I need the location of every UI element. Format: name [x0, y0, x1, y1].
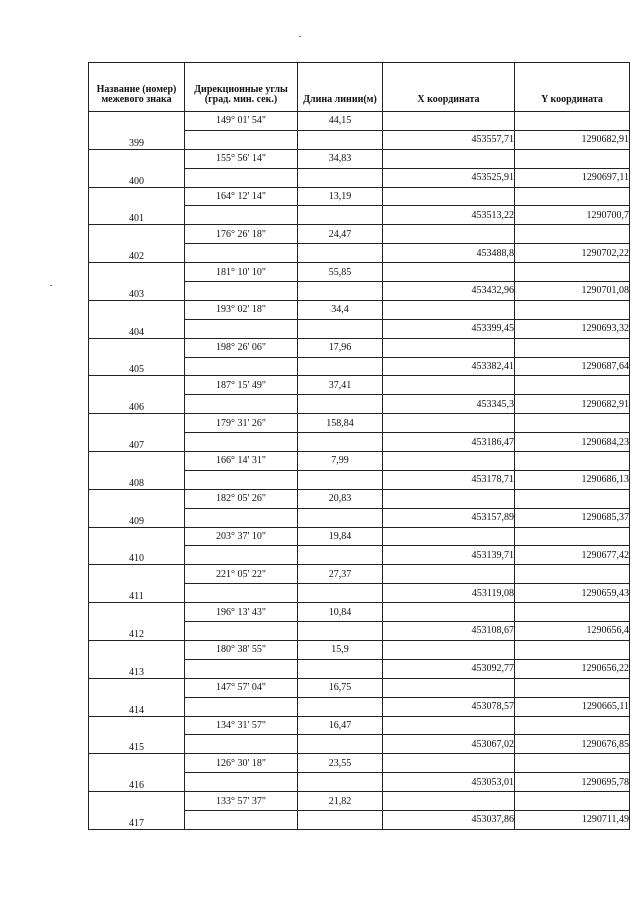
- x-coordinate-cell: [383, 112, 515, 131]
- header-y-coordinate: Y координата: [515, 63, 630, 112]
- marker-row: [89, 622, 630, 641]
- y-coordinate-cell: [515, 452, 630, 471]
- line-length-cell: [298, 697, 383, 716]
- y-coordinate-cell: [515, 225, 630, 244]
- segment-row: [89, 376, 630, 395]
- marker-name-cell: [89, 112, 185, 131]
- marker-name-cell: 407: [89, 433, 185, 452]
- marker-row: [89, 697, 630, 716]
- segment-row: [89, 792, 630, 811]
- marker-name-cell: 402: [89, 244, 185, 263]
- line-length-cell: 16,47: [298, 716, 383, 735]
- marker-name-cell: 417: [89, 810, 185, 829]
- marker-row: [89, 244, 630, 263]
- marker-name-cell: [89, 754, 185, 773]
- x-coordinate-cell: 453432,96: [383, 282, 515, 301]
- y-coordinate-cell: [515, 187, 630, 206]
- marker-name-cell: [89, 489, 185, 508]
- y-coordinate-cell: [515, 338, 630, 357]
- line-length-cell: 16,75: [298, 678, 383, 697]
- boundary-coordinates-table: [88, 62, 630, 830]
- y-coordinate-cell: 1290682,91: [515, 130, 630, 149]
- direction-angle-cell: 133° 57' 37": [185, 792, 298, 811]
- line-length-cell: [298, 508, 383, 527]
- marker-name-cell: 400: [89, 168, 185, 187]
- y-coordinate-cell: [515, 376, 630, 395]
- marker-name-cell: [89, 338, 185, 357]
- marker-name-cell: [89, 263, 185, 282]
- x-coordinate-cell: 453178,71: [383, 470, 515, 489]
- line-length-cell: [298, 546, 383, 565]
- marker-row: [89, 433, 630, 452]
- header-row: [89, 63, 630, 112]
- line-length-cell: 19,84: [298, 527, 383, 546]
- direction-angle-cell: [185, 357, 298, 376]
- header-line-length: Длина линии(м): [298, 63, 383, 112]
- x-coordinate-cell: 453067,02: [383, 735, 515, 754]
- line-length-cell: 44,15: [298, 112, 383, 131]
- line-length-cell: [298, 319, 383, 338]
- header-x-coordinate: X координата: [383, 63, 515, 112]
- x-coordinate-cell: [383, 300, 515, 319]
- y-coordinate-cell: [515, 527, 630, 546]
- marker-name-cell: 416: [89, 773, 185, 792]
- y-coordinate-cell: 1290711,49: [515, 810, 630, 829]
- marker-name-cell: [89, 640, 185, 659]
- segment-row: [89, 565, 630, 584]
- marker-name-cell: [89, 792, 185, 811]
- marker-row: [89, 206, 630, 225]
- y-coordinate-cell: [515, 640, 630, 659]
- y-coordinate-cell: [515, 263, 630, 282]
- x-coordinate-cell: [383, 452, 515, 471]
- line-length-cell: 55,85: [298, 263, 383, 282]
- y-coordinate-cell: 1290686,13: [515, 470, 630, 489]
- marker-row: [89, 584, 630, 603]
- marker-row: [89, 130, 630, 149]
- marker-name-cell: 410: [89, 546, 185, 565]
- x-coordinate-cell: [383, 716, 515, 735]
- x-coordinate-cell: [383, 754, 515, 773]
- x-coordinate-cell: 453513,22: [383, 206, 515, 225]
- line-length-cell: [298, 282, 383, 301]
- direction-angle-cell: 180° 38' 55": [185, 640, 298, 659]
- y-coordinate-cell: 1290697,11: [515, 168, 630, 187]
- y-coordinate-cell: 1290700,7: [515, 206, 630, 225]
- marker-name-cell: 405: [89, 357, 185, 376]
- direction-angle-cell: 221° 05' 22": [185, 565, 298, 584]
- segment-row: [89, 527, 630, 546]
- y-coordinate-cell: 1290656,22: [515, 659, 630, 678]
- marker-name-cell: [89, 678, 185, 697]
- direction-angle-cell: [185, 773, 298, 792]
- segment-row: [89, 754, 630, 773]
- x-coordinate-cell: 453525,91: [383, 168, 515, 187]
- line-length-cell: 13,19: [298, 187, 383, 206]
- line-length-cell: [298, 470, 383, 489]
- x-coordinate-cell: [383, 149, 515, 168]
- line-length-cell: [298, 659, 383, 678]
- x-coordinate-cell: [383, 338, 515, 357]
- line-length-cell: [298, 584, 383, 603]
- x-coordinate-cell: [383, 565, 515, 584]
- direction-angle-cell: 166° 14' 31": [185, 452, 298, 471]
- line-length-cell: [298, 433, 383, 452]
- direction-angle-cell: 147° 57' 04": [185, 678, 298, 697]
- line-length-cell: [298, 810, 383, 829]
- line-length-cell: [298, 395, 383, 414]
- direction-angle-cell: [185, 130, 298, 149]
- x-coordinate-cell: [383, 376, 515, 395]
- marker-row: [89, 546, 630, 565]
- header-direction-angle: Дирекционные углы (град. мин. сек.): [185, 63, 298, 112]
- line-length-cell: 27,37: [298, 565, 383, 584]
- marker-row: [89, 508, 630, 527]
- direction-angle-cell: [185, 735, 298, 754]
- y-coordinate-cell: 1290659,43: [515, 584, 630, 603]
- segment-row: [89, 414, 630, 433]
- x-coordinate-cell: [383, 489, 515, 508]
- x-coordinate-cell: [383, 527, 515, 546]
- marker-name-cell: 399: [89, 130, 185, 149]
- marker-name-cell: [89, 300, 185, 319]
- segment-row: [89, 489, 630, 508]
- marker-name-cell: 413: [89, 659, 185, 678]
- direction-angle-cell: [185, 508, 298, 527]
- direction-angle-cell: [185, 659, 298, 678]
- x-coordinate-cell: 453399,45: [383, 319, 515, 338]
- direction-angle-cell: [185, 584, 298, 603]
- segment-row: [89, 452, 630, 471]
- x-coordinate-cell: 453119,08: [383, 584, 515, 603]
- y-coordinate-cell: [515, 149, 630, 168]
- marker-name-cell: [89, 716, 185, 735]
- y-coordinate-cell: [515, 792, 630, 811]
- segment-row: [89, 263, 630, 282]
- x-coordinate-cell: 453037,86: [383, 810, 515, 829]
- marker-row: [89, 810, 630, 829]
- direction-angle-cell: [185, 319, 298, 338]
- marker-name-cell: [89, 225, 185, 244]
- marker-name-cell: [89, 527, 185, 546]
- x-coordinate-cell: [383, 603, 515, 622]
- direction-angle-cell: [185, 697, 298, 716]
- y-coordinate-cell: [515, 603, 630, 622]
- marker-row: [89, 319, 630, 338]
- marker-name-cell: 403: [89, 282, 185, 301]
- y-coordinate-cell: 1290682,91: [515, 395, 630, 414]
- marker-row: [89, 773, 630, 792]
- scan-speck: [299, 36, 301, 37]
- line-length-cell: [298, 206, 383, 225]
- line-length-cell: [298, 168, 383, 187]
- line-length-cell: 37,41: [298, 376, 383, 395]
- direction-angle-cell: [185, 546, 298, 565]
- y-coordinate-cell: [515, 414, 630, 433]
- y-coordinate-cell: 1290677,42: [515, 546, 630, 565]
- line-length-cell: 21,82: [298, 792, 383, 811]
- line-length-cell: 17,96: [298, 338, 383, 357]
- line-length-cell: 10,84: [298, 603, 383, 622]
- x-coordinate-cell: [383, 792, 515, 811]
- direction-angle-cell: 126° 30' 18": [185, 754, 298, 773]
- marker-name-cell: [89, 452, 185, 471]
- y-coordinate-cell: 1290685,37: [515, 508, 630, 527]
- line-length-cell: 158,84: [298, 414, 383, 433]
- direction-angle-cell: 181° 10' 10": [185, 263, 298, 282]
- x-coordinate-cell: 453157,89: [383, 508, 515, 527]
- direction-angle-cell: 155° 56' 14": [185, 149, 298, 168]
- y-coordinate-cell: [515, 716, 630, 735]
- y-coordinate-cell: [515, 565, 630, 584]
- y-coordinate-cell: [515, 754, 630, 773]
- line-length-cell: [298, 773, 383, 792]
- direction-angle-cell: 182° 05' 26": [185, 489, 298, 508]
- segment-row: [89, 112, 630, 131]
- scan-speck: [50, 285, 52, 286]
- direction-angle-cell: 164° 12' 14": [185, 187, 298, 206]
- direction-angle-cell: [185, 168, 298, 187]
- marker-row: [89, 395, 630, 414]
- y-coordinate-cell: [515, 112, 630, 131]
- y-coordinate-cell: [515, 678, 630, 697]
- y-coordinate-cell: 1290684,23: [515, 433, 630, 452]
- direction-angle-cell: 179° 31' 26": [185, 414, 298, 433]
- marker-name-cell: [89, 565, 185, 584]
- line-length-cell: 7,99: [298, 452, 383, 471]
- y-coordinate-cell: [515, 300, 630, 319]
- y-coordinate-cell: 1290676,85: [515, 735, 630, 754]
- line-length-cell: 34,83: [298, 149, 383, 168]
- line-length-cell: 23,55: [298, 754, 383, 773]
- y-coordinate-cell: [515, 489, 630, 508]
- marker-name-cell: [89, 187, 185, 206]
- line-length-cell: [298, 622, 383, 641]
- x-coordinate-cell: 453139,71: [383, 546, 515, 565]
- marker-row: [89, 470, 630, 489]
- line-length-cell: 15,9: [298, 640, 383, 659]
- x-coordinate-cell: 453186,47: [383, 433, 515, 452]
- marker-row: [89, 168, 630, 187]
- y-coordinate-cell: 1290702,22: [515, 244, 630, 263]
- segment-row: [89, 338, 630, 357]
- line-length-cell: 24,47: [298, 225, 383, 244]
- marker-name-cell: 412: [89, 622, 185, 641]
- segment-row: [89, 716, 630, 735]
- x-coordinate-cell: [383, 187, 515, 206]
- direction-angle-cell: [185, 395, 298, 414]
- marker-name-cell: 401: [89, 206, 185, 225]
- y-coordinate-cell: 1290665,11: [515, 697, 630, 716]
- y-coordinate-cell: 1290693,32: [515, 319, 630, 338]
- segment-row: [89, 225, 630, 244]
- marker-name-cell: [89, 149, 185, 168]
- segment-row: [89, 603, 630, 622]
- line-length-cell: [298, 357, 383, 376]
- marker-row: [89, 357, 630, 376]
- segment-row: [89, 300, 630, 319]
- marker-row: [89, 282, 630, 301]
- y-coordinate-cell: 1290656,4: [515, 622, 630, 641]
- direction-angle-cell: [185, 810, 298, 829]
- segment-row: [89, 187, 630, 206]
- line-length-cell: 20,83: [298, 489, 383, 508]
- direction-angle-cell: 187° 15' 49": [185, 376, 298, 395]
- marker-name-cell: [89, 376, 185, 395]
- x-coordinate-cell: [383, 263, 515, 282]
- marker-name-cell: 409: [89, 508, 185, 527]
- direction-angle-cell: 196° 13' 43": [185, 603, 298, 622]
- table-body: [89, 112, 630, 830]
- segment-row: [89, 678, 630, 697]
- x-coordinate-cell: [383, 678, 515, 697]
- line-length-cell: [298, 244, 383, 263]
- direction-angle-cell: 176° 26' 18": [185, 225, 298, 244]
- x-coordinate-cell: 453053,01: [383, 773, 515, 792]
- direction-angle-cell: [185, 622, 298, 641]
- direction-angle-cell: 193° 02' 18": [185, 300, 298, 319]
- direction-angle-cell: [185, 433, 298, 452]
- header-marker-name: Название (номер) межевого знака: [89, 63, 185, 112]
- direction-angle-cell: [185, 244, 298, 263]
- segment-row: [89, 640, 630, 659]
- marker-name-cell: 406: [89, 395, 185, 414]
- direction-angle-cell: 149° 01' 54": [185, 112, 298, 131]
- x-coordinate-cell: 453557,71: [383, 130, 515, 149]
- y-coordinate-cell: 1290695,78: [515, 773, 630, 792]
- y-coordinate-cell: 1290701,08: [515, 282, 630, 301]
- marker-name-cell: 404: [89, 319, 185, 338]
- line-length-cell: [298, 130, 383, 149]
- direction-angle-cell: [185, 282, 298, 301]
- x-coordinate-cell: 453108,67: [383, 622, 515, 641]
- x-coordinate-cell: 453078,57: [383, 697, 515, 716]
- x-coordinate-cell: [383, 640, 515, 659]
- direction-angle-cell: [185, 206, 298, 225]
- direction-angle-cell: [185, 470, 298, 489]
- direction-angle-cell: 198° 26' 06": [185, 338, 298, 357]
- x-coordinate-cell: [383, 225, 515, 244]
- marker-name-cell: 414: [89, 697, 185, 716]
- x-coordinate-cell: 453092,77: [383, 659, 515, 678]
- x-coordinate-cell: 453345,3: [383, 395, 515, 414]
- line-length-cell: 34,4: [298, 300, 383, 319]
- marker-name-cell: [89, 603, 185, 622]
- x-coordinate-cell: 453382,41: [383, 357, 515, 376]
- segment-row: [89, 149, 630, 168]
- line-length-cell: [298, 735, 383, 754]
- marker-name-cell: [89, 414, 185, 433]
- marker-name-cell: 408: [89, 470, 185, 489]
- marker-name-cell: 415: [89, 735, 185, 754]
- direction-angle-cell: 134° 31' 57": [185, 716, 298, 735]
- marker-name-cell: 411: [89, 584, 185, 603]
- direction-angle-cell: 203° 37' 10": [185, 527, 298, 546]
- marker-row: [89, 659, 630, 678]
- marker-row: [89, 735, 630, 754]
- y-coordinate-cell: 1290687,64: [515, 357, 630, 376]
- x-coordinate-cell: 453488,8: [383, 244, 515, 263]
- x-coordinate-cell: [383, 414, 515, 433]
